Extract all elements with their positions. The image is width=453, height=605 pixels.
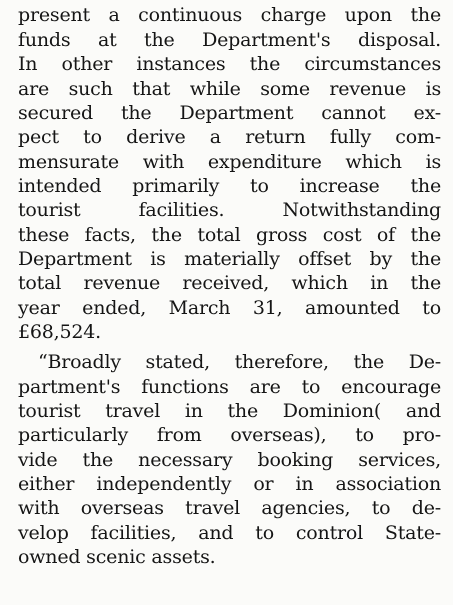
- text-line: with overseas travel agencies, to de-: [18, 497, 441, 519]
- text-line: In other instances the circumstances: [18, 53, 441, 75]
- text-line: year ended, March 31, amounted to: [18, 297, 441, 319]
- text-line: funds at the Department's disposal.: [18, 29, 441, 51]
- text-line: secured the Department cannot ex-: [18, 102, 441, 124]
- text-line: particularly from overseas), to pro-: [18, 424, 441, 446]
- text-line: are such that while some revenue is: [18, 78, 441, 100]
- text-line: intended primarily to increase the: [18, 175, 441, 197]
- text-line: owned scenic assets.: [18, 546, 216, 568]
- text-line: vide the necessary booking services,: [18, 449, 441, 471]
- text-line: partment's functions are to encourage: [18, 376, 441, 398]
- text-line: pect to derive a return fully com-: [18, 126, 441, 148]
- paragraph-start-line: “Broadly stated, therefore, the De-: [38, 351, 441, 373]
- text-line: velop facilities, and to control State-: [18, 522, 441, 544]
- text-line: tourist facilities. Notwithstanding: [18, 199, 441, 221]
- text-line: either independently or in association: [18, 473, 441, 495]
- text-line: present a continuous charge upon the: [18, 4, 441, 26]
- text-line: these facts, the total gross cost of the: [18, 224, 441, 246]
- text-line: total revenue received, which in the: [18, 272, 441, 294]
- text-line: mensurate with expenditure which is: [18, 151, 441, 173]
- text-line: £68,524.: [18, 321, 102, 343]
- text-line: Department is materially offset by the: [18, 248, 441, 270]
- text-line: tourist travel in the Dominion( and: [18, 400, 441, 422]
